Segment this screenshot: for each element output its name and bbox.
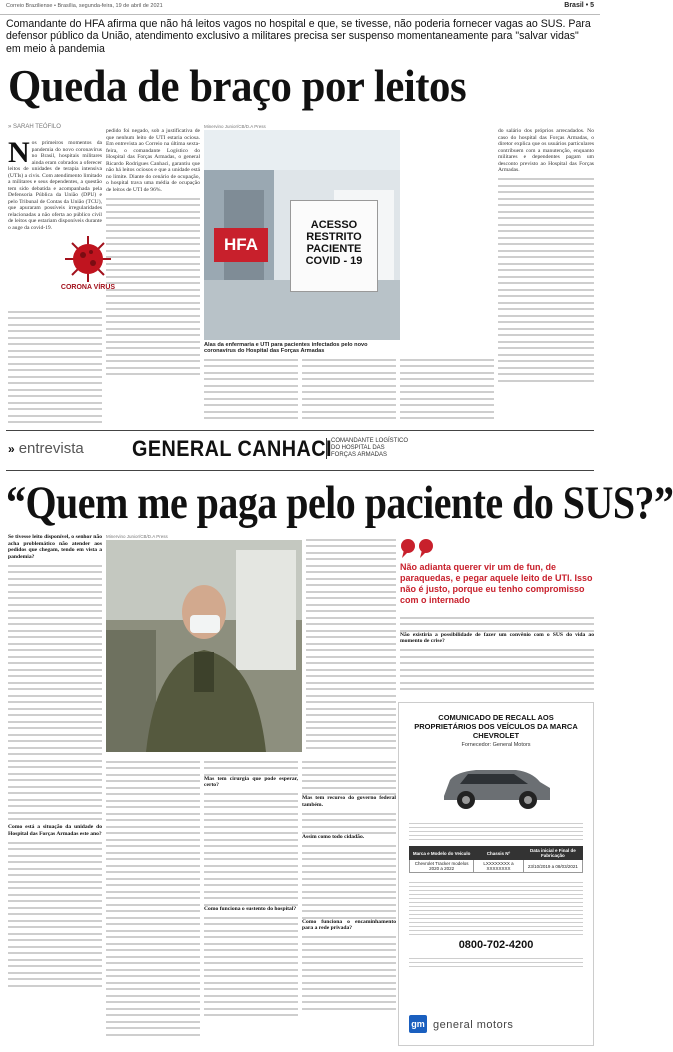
article-headline: Queda de braço por leitos bbox=[8, 60, 467, 111]
hfa-sign: HFA bbox=[214, 228, 268, 262]
article-column-4 bbox=[302, 354, 396, 424]
article-column-1-continued bbox=[8, 306, 102, 424]
chevron-right-icon: » bbox=[8, 442, 15, 456]
photo-caption: Alas da enfermaria e UTI para pacientes infectados pelo novo coronavírus do Hospital das Forças Armadas bbox=[204, 342, 368, 354]
interviewee-role: COMANDANTE LOGÍSTICO DO HOSPITAL DAS FORÇAS ARMADAS bbox=[326, 438, 411, 459]
interview-question: Assim como todo cidadão. bbox=[302, 834, 365, 840]
article-byline: » SARAH TEÓFILO bbox=[8, 124, 61, 130]
general-portrait-image bbox=[106, 540, 302, 752]
article-deck: Comandante do HFA afirma que não há leitos vagos no hospital e que, se tivesse, não poderia fornecer vagas ao SUS. Para defensor público da União, atendimento exclusivo a militares precisa ser suspenso momentaneamente para "salvar vidas" em meio à pandemia bbox=[6, 18, 591, 55]
recall-table bbox=[409, 846, 583, 873]
ad-text-block bbox=[409, 955, 583, 967]
interview-question: Como funciona o encaminhamento para a rede privada? bbox=[302, 918, 396, 931]
masthead-dateline: Correio Braziliense • Brasília, segunda-feira, 19 de abril de 2021 bbox=[6, 3, 163, 9]
interview-headline: “Quem me paga pelo paciente do SUS?” bbox=[6, 477, 673, 529]
photo-credit: Minervino Junior/CB/D.A Press bbox=[204, 124, 266, 129]
interview-column-5 bbox=[306, 534, 396, 754]
article-column-6 bbox=[498, 128, 594, 424]
page-masthead bbox=[0, 0, 600, 15]
restricted-access-sign: ACESSO RESTRITO PACIENTE COVID - 19 bbox=[290, 200, 378, 292]
section-rule-bottom bbox=[6, 470, 594, 471]
article-text: pedido foi negado, sob a justificativa de que nenhum leito de UTI estaria ociosa. Em entrevista ao Correio na última sexta-feira, o comandante Logístico do Hospital das Forças Armadas, o general Ricardo Rodrigues Canhaci, garantiu que não há leitos ociosos e que a unidade está no limite. Diante do cenário de ocupação, o hospital trava uma média de ocupação de leitos de UTI de 96%. bbox=[106, 128, 200, 193]
article-column-5 bbox=[400, 354, 494, 424]
drop-cap: N bbox=[8, 136, 30, 169]
table-row: Chevrolet Tracker modelos 2020 a 2022 LXXXXXXXX a XXXXXXXX 23/10/2019 a 08/03/2021 bbox=[410, 860, 583, 873]
ad-text-block bbox=[409, 879, 583, 935]
masthead-section: Brasil • 5 bbox=[564, 2, 594, 9]
interview-question: Mas tem cirurgia que pode esperar, certo? bbox=[204, 775, 298, 788]
gm-logo: gm bbox=[409, 1015, 427, 1033]
interview-question: Como está a situação da unidade do Hospital das Forças Armadas este ano? bbox=[8, 824, 102, 837]
hospital-photo bbox=[204, 130, 400, 340]
interviewee-name: GENERAL CANHACI bbox=[132, 436, 332, 461]
interview-question: Como funciona o sustento do hospital? bbox=[204, 905, 297, 912]
ad-text-block bbox=[409, 820, 583, 840]
car-image bbox=[436, 754, 556, 814]
table-header: Marca e Modelo do Veículo bbox=[410, 847, 474, 860]
article-text: do salário dos próprios arrecadados. No caso do hospital das Forças Armadas, o diretor explica que os usuários particulares contribuem com a manutenção, enquanto militares e dependentes pagam um desconto previsto ao Hospital das Forças Armadas. bbox=[498, 128, 594, 173]
section-label: » entrevista bbox=[8, 440, 84, 457]
interview-column-6 bbox=[400, 612, 594, 698]
ad-title: COMUNICADO DE RECALL AOS PROPRIETÁRIOS DOS VEÍCULOS DA MARCA CHEVROLET bbox=[414, 713, 578, 740]
article-column-3 bbox=[204, 354, 298, 424]
general-photo bbox=[106, 540, 302, 752]
interview-column-3 bbox=[204, 756, 298, 1044]
photo-credit: Minervino Junior/CB/D.A Press bbox=[106, 534, 168, 539]
ad-brand: general motors bbox=[433, 1019, 514, 1031]
article-column-2 bbox=[106, 128, 200, 424]
interview-column-1 bbox=[8, 534, 102, 1044]
article-text: os primeiros momentos da pandemia do novo coronavírus no Brasil, hospitais militares ainda eram cobrados a oferecer leitos de unidades de terapia intensiva (UTIs) a civis. Com atendimento limitado a militares e seus dependentes, a questão tem sido debatida e acompanhada pela Defensoria Pública da União (DPU) e pelo Tribunal de Contas da União (TCU), que apuraram possíveis irregularidades relacionadas a não oferta ao público civil de leitos que estariam disponíveis durante o auge da covid-19. bbox=[8, 140, 102, 231]
pull-quote: Não adianta querer vir um de fun, de paraquedas, e pegar aquele leito de UTI. Isso não é justo, porque eu tenho compromisso com o internado bbox=[400, 562, 593, 605]
interview-column-4 bbox=[302, 756, 396, 1044]
interview-question: Não existiria a possibilidade de fazer um convênio com o SUS do vida ao momento de crise? bbox=[400, 631, 594, 644]
ad-phone: 0800-702-4200 bbox=[458, 939, 534, 951]
recall-advertisement bbox=[398, 702, 594, 1046]
car-icon bbox=[436, 754, 556, 814]
interview-column-2 bbox=[106, 756, 200, 1044]
corona-virus-label: CORONA VÍRUS bbox=[60, 284, 116, 291]
quote-mark-icon bbox=[400, 538, 440, 563]
interview-question: Se tivesse leito disponível, o senhor não acha problemático não atender aos pedidos que chegam, tendo em vista a pandemia? bbox=[8, 534, 102, 560]
ad-subtitle: Fornecedor: General Motors bbox=[461, 742, 531, 748]
section-rule-top bbox=[6, 430, 594, 431]
table-header: Chassis Nº bbox=[474, 847, 524, 860]
interview-question: Mas tem recurso do governo federal também. bbox=[302, 795, 396, 808]
table-header: Data inicial e Final de Fabricação bbox=[523, 847, 582, 860]
